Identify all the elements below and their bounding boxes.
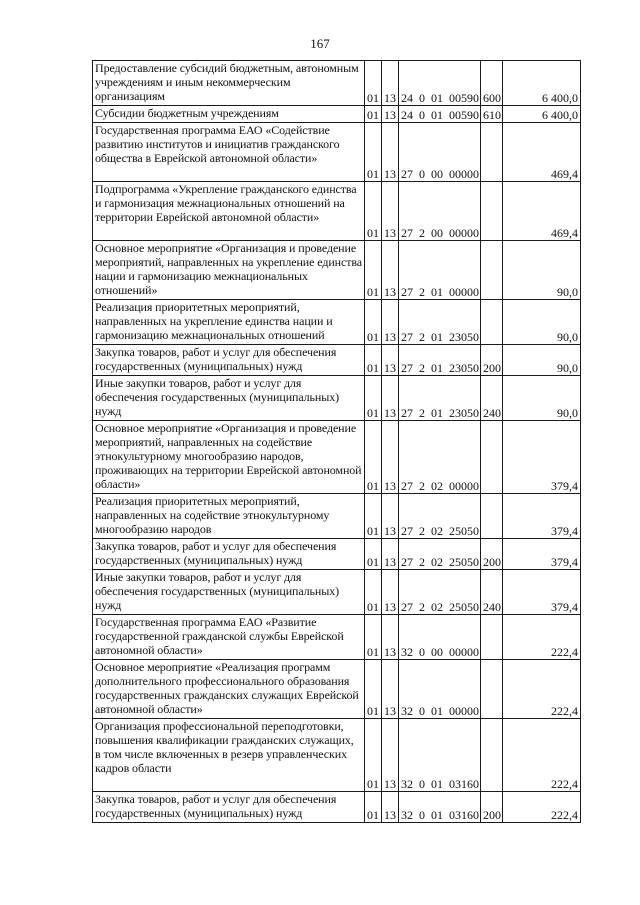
- target-article-part: 00: [431, 226, 443, 240]
- expense-name-cell: Предоставление субсидий бюджетным, автономным учреждениям и иным некоммерческим организациям: [93, 61, 365, 106]
- target-article-part: 27: [401, 479, 413, 493]
- expense-type-cell: [481, 182, 503, 241]
- subsection-code-cell: 13: [382, 570, 399, 615]
- expense-name-cell: Основное мероприятие «Организация и проведение мероприятий, направленных на укрепление единства нации и гармонизацию межнациональных отношений»: [93, 241, 365, 300]
- subsection-code-cell: 13: [382, 494, 399, 539]
- target-article-part: 01: [431, 808, 443, 822]
- target-article-part: 01: [431, 108, 443, 122]
- table-row: [93, 792, 581, 823]
- amount-cell: 6 400,0: [503, 106, 581, 123]
- target-article-part: 0: [419, 808, 425, 822]
- table-row: [93, 123, 581, 182]
- expense-type-cell: 600: [481, 61, 503, 106]
- section-code-cell: 01: [365, 660, 382, 719]
- table-row: [93, 345, 581, 376]
- target-article-part: 0: [419, 108, 425, 122]
- target-article-part: 2: [419, 479, 425, 493]
- section-code-cell: 01: [365, 376, 382, 421]
- subsection-code-cell: 13: [382, 660, 399, 719]
- target-article-part: 24: [401, 108, 413, 122]
- subsection-code-cell: 13: [382, 241, 399, 300]
- target-article-part: 2: [419, 555, 425, 569]
- target-article-part: 00000: [449, 645, 479, 659]
- target-article-part: 2: [419, 226, 425, 240]
- target-article-part: 00000: [449, 704, 479, 718]
- target-article-cell: [399, 494, 481, 539]
- target-article-part: 32: [401, 808, 413, 822]
- amount-cell: 90,0: [503, 376, 581, 421]
- expense-type-cell: [481, 719, 503, 792]
- section-code-cell: 01: [365, 182, 382, 241]
- target-article-part: 24: [401, 91, 413, 105]
- subsection-code-cell: 13: [382, 421, 399, 494]
- target-article-part: 25050: [449, 524, 479, 538]
- target-article-part: 2: [419, 406, 425, 420]
- target-article-part: 27: [401, 361, 413, 375]
- budget-table: [92, 60, 581, 823]
- expense-type-cell: [481, 300, 503, 345]
- target-article-part: 32: [401, 704, 413, 718]
- expense-type-cell: [481, 494, 503, 539]
- target-article-part: 27: [401, 285, 413, 299]
- target-article-part: 27: [401, 167, 413, 181]
- target-article-part: 02: [431, 600, 443, 614]
- target-article-part: 23050: [449, 361, 479, 375]
- target-article-part: 0: [419, 704, 425, 718]
- expense-name-cell: Организация профессиональной переподготовки, повышения квалификации гражданских служащих, в том числе включенных в резерв управленческих кадров области: [93, 719, 365, 792]
- table-row: [93, 241, 581, 300]
- table-row: [93, 615, 581, 660]
- subsection-code-cell: 13: [382, 719, 399, 792]
- expense-type-cell: [481, 615, 503, 660]
- target-article-part: 2: [419, 361, 425, 375]
- expense-type-cell: 240: [481, 570, 503, 615]
- target-article-part: 01: [431, 406, 443, 420]
- amount-cell: 469,4: [503, 123, 581, 182]
- subsection-code-cell: 13: [382, 539, 399, 570]
- target-article-part: 01: [431, 330, 443, 344]
- target-article-cell: [399, 719, 481, 792]
- section-code-cell: 01: [365, 123, 382, 182]
- target-article-part: 00000: [449, 226, 479, 240]
- target-article-part: 27: [401, 555, 413, 569]
- expense-name-cell: Подпрограмма «Укрепление гражданского единства и гармонизация межнациональных отношений на территории Еврейской автономной области»: [93, 182, 365, 241]
- target-article-part: 32: [401, 645, 413, 659]
- expense-type-cell: 200: [481, 539, 503, 570]
- expense-type-cell: 240: [481, 376, 503, 421]
- target-article-part: 03160: [449, 777, 479, 791]
- expense-name-cell: Основное мероприятие «Организация и проведение мероприятий, направленных на содействие этнокультурному многообразию народов, проживающих на территории Еврейской автономной области»: [93, 421, 365, 494]
- target-article-part: 0: [419, 167, 425, 181]
- expense-type-cell: [481, 241, 503, 300]
- subsection-code-cell: 13: [382, 345, 399, 376]
- target-article-part: 25050: [449, 600, 479, 614]
- amount-cell: 222,4: [503, 660, 581, 719]
- amount-cell: 222,4: [503, 792, 581, 823]
- target-article-cell: [399, 182, 481, 241]
- amount-cell: 379,4: [503, 539, 581, 570]
- expense-type-cell: [481, 123, 503, 182]
- target-article-part: 25050: [449, 555, 479, 569]
- target-article-cell: [399, 123, 481, 182]
- expense-name-cell: Реализация приоритетных мероприятий, направленных на содействие этнокультурному многообразию народов: [93, 494, 365, 539]
- target-article-cell: [399, 421, 481, 494]
- table-row: [93, 660, 581, 719]
- target-article-part: 0: [419, 645, 425, 659]
- table-row: [93, 421, 581, 494]
- table-row: [93, 539, 581, 570]
- amount-cell: 379,4: [503, 421, 581, 494]
- table-row: [93, 376, 581, 421]
- page-number: 167: [310, 36, 330, 51]
- subsection-code-cell: 13: [382, 61, 399, 106]
- table-row: [93, 570, 581, 615]
- expense-name-cell: Иные закупки товаров, работ и услуг для обеспечения государственных (муниципальных) нужд: [93, 570, 365, 615]
- target-article-cell: [399, 539, 481, 570]
- expense-name-cell: Закупка товаров, работ и услуг для обеспечения государственных (муниципальных) нужд: [93, 792, 365, 823]
- target-article-part: 00: [431, 167, 443, 181]
- target-article-cell: [399, 106, 481, 123]
- target-article-part: 32: [401, 777, 413, 791]
- target-article-part: 27: [401, 600, 413, 614]
- section-code-cell: 01: [365, 61, 382, 106]
- amount-cell: 379,4: [503, 494, 581, 539]
- section-code-cell: 01: [365, 539, 382, 570]
- table-row: [93, 494, 581, 539]
- target-article-part: 27: [401, 330, 413, 344]
- subsection-code-cell: 13: [382, 792, 399, 823]
- target-article-part: 03160: [449, 808, 479, 822]
- target-article-part: 0: [419, 777, 425, 791]
- subsection-code-cell: 13: [382, 300, 399, 345]
- expense-name-cell: Государственная программа ЕАО «Развитие государственной гражданской службы Еврейской автономной области»: [93, 615, 365, 660]
- table-row: [93, 300, 581, 345]
- target-article-part: 01: [431, 285, 443, 299]
- table-row: [93, 182, 581, 241]
- section-code-cell: 01: [365, 792, 382, 823]
- target-article-part: 00000: [449, 167, 479, 181]
- target-article-cell: [399, 376, 481, 421]
- target-article-part: 02: [431, 479, 443, 493]
- expense-name-cell: Закупка товаров, работ и услуг для обеспечения государственных (муниципальных) нужд: [93, 345, 365, 376]
- expense-name-cell: Субсидии бюджетным учреждениям: [93, 106, 365, 123]
- target-article-part: 27: [401, 226, 413, 240]
- amount-cell: 90,0: [503, 345, 581, 376]
- subsection-code-cell: 13: [382, 182, 399, 241]
- target-article-cell: [399, 570, 481, 615]
- expense-type-cell: [481, 421, 503, 494]
- target-article-part: 01: [431, 704, 443, 718]
- amount-cell: 222,4: [503, 719, 581, 792]
- target-article-part: 2: [419, 600, 425, 614]
- amount-cell: 379,4: [503, 570, 581, 615]
- amount-cell: 90,0: [503, 300, 581, 345]
- subsection-code-cell: 13: [382, 123, 399, 182]
- amount-cell: 222,4: [503, 615, 581, 660]
- target-article-part: 00000: [449, 479, 479, 493]
- expense-type-cell: [481, 660, 503, 719]
- section-code-cell: 01: [365, 241, 382, 300]
- amount-cell: 6 400,0: [503, 61, 581, 106]
- target-article-part: 00590: [449, 108, 479, 122]
- amount-cell: 469,4: [503, 182, 581, 241]
- target-article-cell: [399, 660, 481, 719]
- expense-name-cell: Основное мероприятие «Реализация программ дополнительного профессионального образования государственных гражданских служащих Еврейской автономной области»: [93, 660, 365, 719]
- target-article-cell: [399, 241, 481, 300]
- table-row: [93, 106, 581, 123]
- target-article-part: 2: [419, 330, 425, 344]
- budget-table-body: [93, 61, 581, 823]
- expense-name-cell: Закупка товаров, работ и услуг для обеспечения государственных (муниципальных) нужд: [93, 539, 365, 570]
- subsection-code-cell: 13: [382, 376, 399, 421]
- target-article-cell: [399, 615, 481, 660]
- target-article-part: 02: [431, 555, 443, 569]
- target-article-cell: [399, 345, 481, 376]
- target-article-part: 01: [431, 361, 443, 375]
- target-article-part: 23050: [449, 330, 479, 344]
- section-code-cell: 01: [365, 300, 382, 345]
- target-article-cell: [399, 61, 481, 106]
- target-article-part: 2: [419, 524, 425, 538]
- amount-cell: 90,0: [503, 241, 581, 300]
- table-row: [93, 719, 581, 792]
- section-code-cell: 01: [365, 345, 382, 376]
- section-code-cell: 01: [365, 421, 382, 494]
- target-article-part: 00000: [449, 285, 479, 299]
- expense-type-cell: 610: [481, 106, 503, 123]
- target-article-part: 0: [419, 91, 425, 105]
- target-article-part: 00590: [449, 91, 479, 105]
- target-article-part: 00: [431, 645, 443, 659]
- section-code-cell: 01: [365, 615, 382, 660]
- section-code-cell: 01: [365, 494, 382, 539]
- target-article-part: 27: [401, 524, 413, 538]
- subsection-code-cell: 13: [382, 106, 399, 123]
- target-article-part: 27: [401, 406, 413, 420]
- target-article-part: 2: [419, 285, 425, 299]
- target-article-part: 01: [431, 91, 443, 105]
- expense-type-cell: 200: [481, 792, 503, 823]
- expense-type-cell: 200: [481, 345, 503, 376]
- section-code-cell: 01: [365, 106, 382, 123]
- table-row: [93, 61, 581, 106]
- expense-name-cell: Иные закупки товаров, работ и услуг для обеспечения государственных (муниципальных) нужд: [93, 376, 365, 421]
- expense-name-cell: Государственная программа ЕАО «Содействие развитию институтов и инициатив гражданского общества в Еврейской автономной области»: [93, 123, 365, 182]
- target-article-part: 23050: [449, 406, 479, 420]
- target-article-part: 02: [431, 524, 443, 538]
- target-article-part: 01: [431, 777, 443, 791]
- target-article-cell: [399, 300, 481, 345]
- section-code-cell: 01: [365, 719, 382, 792]
- subsection-code-cell: 13: [382, 615, 399, 660]
- section-code-cell: 01: [365, 570, 382, 615]
- target-article-cell: [399, 792, 481, 823]
- expense-name-cell: Реализация приоритетных мероприятий, направленных на укрепление единства нации и гармонизацию межнациональных отношений: [93, 300, 365, 345]
